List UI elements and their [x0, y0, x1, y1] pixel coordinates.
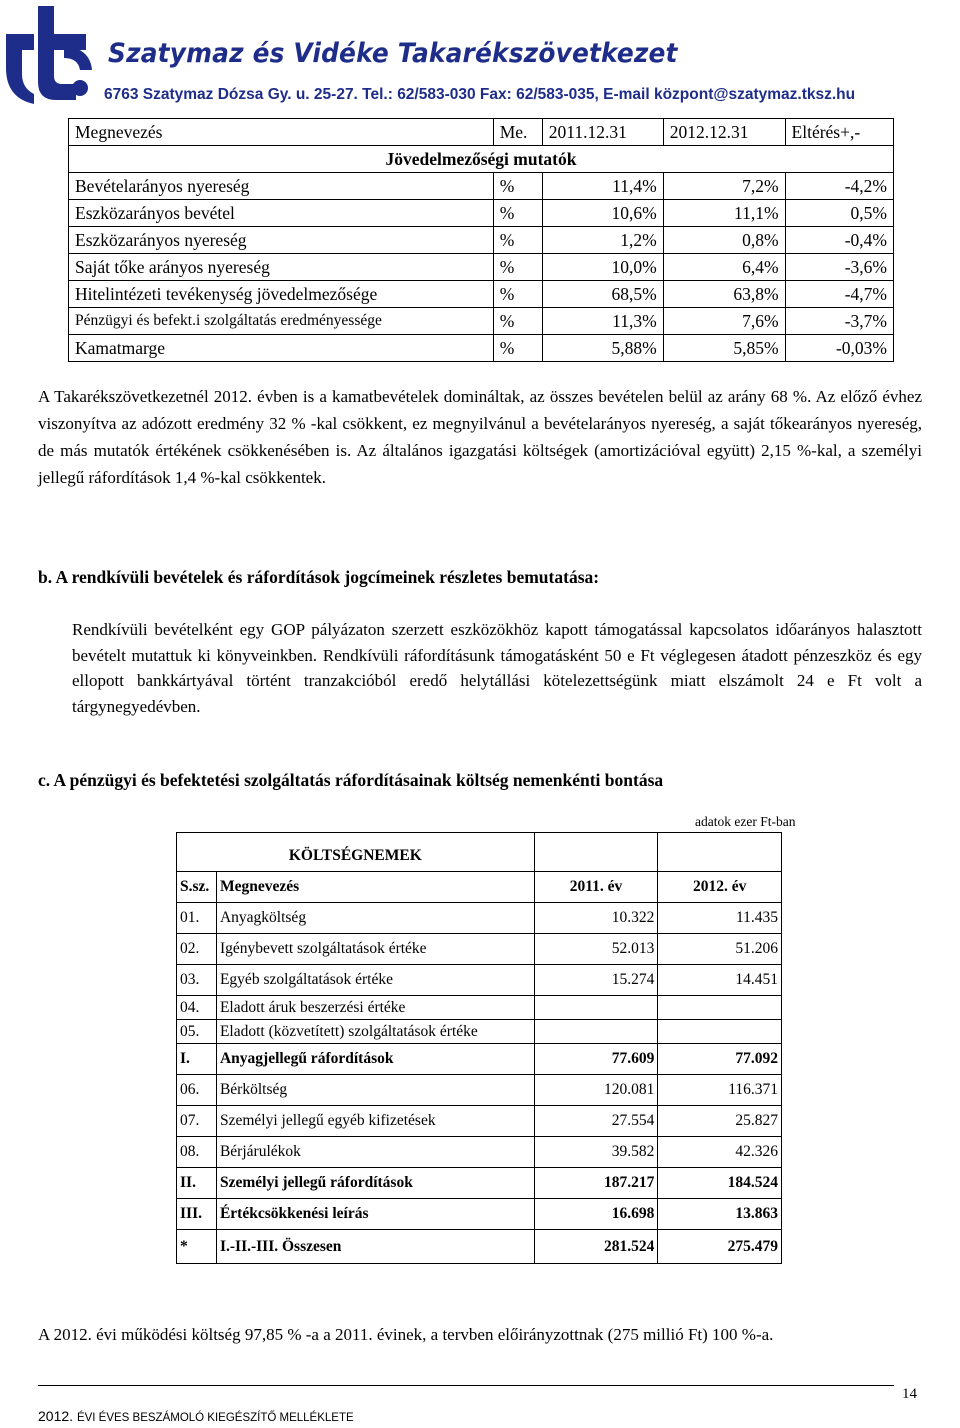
row-2011: 39.582: [534, 1137, 658, 1168]
row-name: Anyagköltség: [216, 903, 534, 934]
cost-table-title: KÖLTSÉGNEMEK: [177, 833, 535, 872]
table-row: [177, 903, 782, 934]
row-2011: 11,4%: [542, 173, 663, 200]
table-row: [69, 308, 894, 335]
profitability-ratio-table: [68, 118, 894, 362]
row-2011: 1,2%: [542, 227, 663, 254]
section-c-heading: c. A pénzügyi és befektetési szolgáltatás ráfordításainak költség nemenkénti bontása: [38, 770, 664, 790]
row-2011: 52.013: [534, 934, 658, 965]
row-name: Eszközarányos nyereség: [69, 227, 494, 254]
col-header-name: Megnevezés: [216, 872, 534, 903]
row-2012: 11.435: [658, 903, 782, 934]
row-diff: 0,5%: [785, 200, 893, 227]
row-no: 03.: [177, 965, 217, 996]
col-header-unit: Me.: [493, 119, 542, 146]
section-band-row: [69, 146, 894, 173]
row-2012: 5,85%: [663, 335, 785, 362]
row-name: Személyi jellegű egyéb kifizetések: [216, 1106, 534, 1137]
org-name: Szatymaz és Vidéke Takarékszövetkezet: [108, 38, 678, 69]
row-no: 01.: [177, 903, 217, 934]
row-unit: %: [493, 308, 542, 335]
row-2011: 15.274: [534, 965, 658, 996]
row-no: II.: [177, 1168, 217, 1199]
footer-title: ÉVI ÉVES BESZÁMOLÓ KIEGÉSZÍTŐ MELLÉKLETE: [76, 1412, 354, 1424]
row-no: 08.: [177, 1137, 217, 1168]
row-2011: 5,88%: [542, 335, 663, 362]
row-2012: 14.451: [658, 965, 782, 996]
row-name: Hitelintézeti tevékenység jövedelmezősége: [69, 281, 494, 308]
row-2011: 77.609: [534, 1044, 658, 1075]
row-no: III.: [177, 1199, 217, 1230]
org-address: 6763 Szatymaz Dózsa Gy. u. 25-27. Tel.: 62/583-030 Fax: 62/583-035, E-mail központ@szatymaz.tksz.hu: [104, 86, 856, 103]
row-2012: 77.092: [658, 1044, 782, 1075]
cost-table-title-row: [177, 833, 782, 872]
subtotal-row: [177, 1168, 782, 1199]
final-paragraph: A 2012. évi működési költség 97,85 % -a a 2011. évinek, a tervben előirányzottnak (275 millió Ft) 100 %-a.: [38, 1325, 774, 1344]
subtotal-row: [177, 1044, 782, 1075]
row-name: Eszközarányos bevétel: [69, 200, 494, 227]
row-2012: 42.326: [658, 1137, 782, 1168]
row-name: I.-II.-III. Összesen: [216, 1230, 534, 1264]
row-name: Értékcsökkenési leírás: [216, 1199, 534, 1230]
row-unit: %: [493, 281, 542, 308]
row-2011: [534, 1020, 658, 1044]
row-name: Eladott áruk beszerzési értéke: [216, 996, 534, 1020]
row-2011: [534, 996, 658, 1020]
row-no: 06.: [177, 1075, 217, 1106]
table-row: [177, 996, 782, 1020]
company-logo: [4, 4, 96, 108]
col-header-no: S.sz.: [177, 872, 217, 903]
row-2011: 16.698: [534, 1199, 658, 1230]
row-name: Eladott (közvetített) szolgáltatások értéke: [216, 1020, 534, 1044]
row-no: I.: [177, 1044, 217, 1075]
col-header-2012: 2012. év: [658, 872, 782, 903]
row-2012: 0,8%: [663, 227, 785, 254]
row-unit: %: [493, 254, 542, 281]
section-b-heading: b. A rendkívüli bevételek és ráfordítások jogcímeinek részletes bemutatása:: [38, 567, 600, 587]
row-no: 05.: [177, 1020, 217, 1044]
section-b-paragraph: Rendkívüli bevételként egy GOP pályázaton szerzett eszközökhöz kapott támogatással kapcsolatos időarányos halasztott bevételt mutattuk ki könyveinkben. Rendkívüli ráfordításunk támogatásként 50 e Ft véglegesen átadott pénzeszköz és egy ellopott bankkártyával történt tranzakcióból eredő helytállási kötelezettségünk miatt elszámolt 24 e Ft volt a tárgynegyedévben.: [72, 620, 922, 716]
row-diff: -4,7%: [785, 281, 893, 308]
section-label: Jövedelmezőségi mutatók: [69, 146, 894, 173]
row-name: Személyi jellegű ráfordítások: [216, 1168, 534, 1199]
row-2011: 120.081: [534, 1075, 658, 1106]
footer-year: 2012.: [38, 1408, 74, 1424]
row-2012: 51.206: [658, 934, 782, 965]
col-header-2011: 2011.12.31: [542, 119, 663, 146]
row-diff: -4,2%: [785, 173, 893, 200]
total-row: [177, 1230, 782, 1264]
row-name: Saját tőke arányos nyereség: [69, 254, 494, 281]
table-row: [69, 254, 894, 281]
table-row: [69, 335, 894, 362]
row-2012: 116.371: [658, 1075, 782, 1106]
row-no: 02.: [177, 934, 217, 965]
row-2011: 11,3%: [542, 308, 663, 335]
row-2012: 11,1%: [663, 200, 785, 227]
row-2012: 25.827: [658, 1106, 782, 1137]
row-unit: %: [493, 173, 542, 200]
col-header-2012: 2012.12.31: [663, 119, 785, 146]
table-row: [177, 1075, 782, 1106]
table-row: [69, 227, 894, 254]
row-2012: [658, 1020, 782, 1044]
table-row: [69, 200, 894, 227]
footer-divider: [38, 1385, 894, 1386]
row-2011: 187.217: [534, 1168, 658, 1199]
col-header-diff: Eltérés+,-: [785, 119, 893, 146]
footer-text: [38, 1408, 354, 1424]
cost-table-header-row: [177, 872, 782, 903]
row-2011: 27.554: [534, 1106, 658, 1137]
table-row: [177, 934, 782, 965]
row-2012: 7,6%: [663, 308, 785, 335]
row-2012: 6,4%: [663, 254, 785, 281]
table-row: [177, 1137, 782, 1168]
subtotal-row: [177, 1199, 782, 1230]
analysis-paragraph: A Takarékszövetkezetnél 2012. évben is a kamatbevételek domináltak, az összes bevételen belül az arány 68 %. Az előző évhez viszonyítva az adózott eredmény 32 % -kal csökkent, ez megnyilvánul a bevételarányos nyereség, a saját tőkearányos nyereség, de más mutatók értékének csökkenésében is. Az általános igazgatási költségek (amortizációval együtt) 2,15 %-kal, a személyi jellegű ráfordítások 1,4 %-kal csökkentek.: [38, 387, 922, 487]
row-diff: -0,03%: [785, 335, 893, 362]
table-row: [69, 281, 894, 308]
row-name: Bérköltség: [216, 1075, 534, 1106]
row-diff: -3,7%: [785, 308, 893, 335]
table-row: [69, 173, 894, 200]
row-2011: 68,5%: [542, 281, 663, 308]
row-name: Igénybevett szolgáltatások értéke: [216, 934, 534, 965]
row-2012: 275.479: [658, 1230, 782, 1264]
row-2012: 13.863: [658, 1199, 782, 1230]
row-2011: 10.322: [534, 903, 658, 934]
row-no: 07.: [177, 1106, 217, 1137]
unit-note: adatok ezer Ft-ban: [695, 814, 796, 829]
row-name: Egyéb szolgáltatások értéke: [216, 965, 534, 996]
col-header-name: Megnevezés: [69, 119, 494, 146]
row-no: *: [177, 1230, 217, 1264]
row-name: Bérjárulékok: [216, 1137, 534, 1168]
cost-types-table: [176, 832, 782, 1264]
row-2012: [658, 996, 782, 1020]
row-2011: 10,6%: [542, 200, 663, 227]
row-unit: %: [493, 227, 542, 254]
page-number: 14: [902, 1386, 917, 1402]
row-name: Kamatmarge: [69, 335, 494, 362]
row-no: 04.: [177, 996, 217, 1020]
row-2011: 281.524: [534, 1230, 658, 1264]
table-row: [177, 1106, 782, 1137]
row-diff: -3,6%: [785, 254, 893, 281]
row-unit: %: [493, 200, 542, 227]
table-row: [177, 965, 782, 996]
row-diff: -0,4%: [785, 227, 893, 254]
row-2012: 63,8%: [663, 281, 785, 308]
row-name: Pénzügyi és befekt.i szolgáltatás eredményessége: [69, 308, 494, 335]
row-2012: 184.524: [658, 1168, 782, 1199]
col-header-2011: 2011. év: [534, 872, 658, 903]
row-name: Anyagjellegű ráfordítások: [216, 1044, 534, 1075]
table-row: [177, 1020, 782, 1044]
row-unit: %: [493, 335, 542, 362]
row-2011: 10,0%: [542, 254, 663, 281]
row-2012: 7,2%: [663, 173, 785, 200]
row-name: Bevételarányos nyereség: [69, 173, 494, 200]
table-header-row: [69, 119, 894, 146]
